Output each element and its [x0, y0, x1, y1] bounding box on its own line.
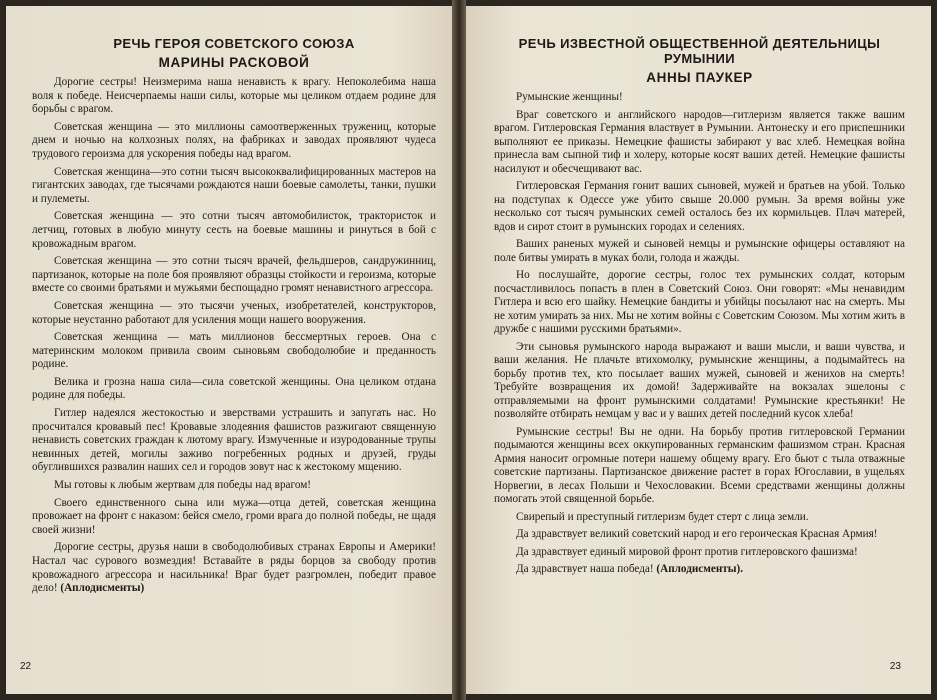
right-page: [460, 6, 931, 694]
paragraph: Но послушайте, дорогие сестры, голос тех румынских солдат, которым посчастливилось попасть в плен в Советский Союз. Они говорят: «Мы ненавидим Гитлера и всю его шайку. Немецкие бандиты и убийцы посылают нас на смерть. Мы не хотим умирать за них. Мы не хотим войны с Советским Союзом. Мы хотим жить в дружбе с нашими русскими братьями».: [494, 269, 905, 335]
paragraph: Гитлеровская Германия гонит ваших сыновей, мужей и братьев на убой. Только на подступах к Одессе уже убито свыше 20.000 румын. За время войны уже несколько сот тысяч румынских семей осталось без их кормильцев. Плач матерей, вдов и сирот стоит в румынских городах и селениях.: [494, 180, 905, 233]
paragraph-text: Дорогие сестры, друзья наши в свободолюбивых странах Европы и Америки! Настал час сурового возмездия! Вставайте в ряды борцов за свободу против кровожадного агрессора и насильника! Враг будет разгромлен, победит правое дело!: [32, 541, 436, 595]
paragraph: Гитлер надеялся жестокостью и зверствами устрашить и запугать нас. Но просчитался кровавый пес! Кровавые злодеяния фашистов разжигают священную ненависть советских граждан к лютому врагу. Измученные и изуродованные трупы невинных детей, могилы заживо погребенных родных и друзей, груды обуглившихся развалин наших сел и городов зовут нас к жестокому мщению.: [32, 407, 436, 474]
paragraph: Румынские женщины!: [516, 91, 623, 103]
paragraph: Враг советского и английского народов—гитлеризм является также вашим врагом. Гитлеровская Германия властвует в Румынии. Антонеску и его приспешники выполняют ее приказы. Немецкие фашисты забирают у вас хлеб. Немецкая война принесла вам сыпной тиф и холеру, которые косят ваших детей. Немецкие фашисты насилуют и обесчещивают вас.: [494, 108, 905, 175]
left-page: [6, 6, 458, 694]
page-number: 23: [889, 661, 901, 672]
paragraph: Велика и грозна наша сила—сила советской женщины. Она целиком отдана родине для победы.: [32, 375, 436, 402]
paragraph: Дорогие сестры! Неизмерима наша ненависть к врагу. Непоколебима наша воля к победе. Неисчерпаемы наши силы, которые мы целиком отдаем родине для борьбы с врагом.: [32, 76, 436, 116]
paragraph-text: Да здравствует наша победа!: [516, 563, 654, 575]
paragraph: Своего единственного сына или мужа—отца детей, советская женщина провожает на фронт с наказом: бейся смело, громи врага до полной победы, не щадя своей жизни!: [32, 496, 436, 536]
paragraph: Советская женщина — это миллионы самоотверженных тружениц, которые днем и ночью на колхозных полях, на фабриках и заводах проявляют чудеса трудового героизма для ускорения победы над врагом.: [32, 120, 436, 160]
applause-note: (Аплодисменты): [60, 582, 145, 595]
paragraph: Советская женщина—это сотни тысяч высококвалифицированных мастеров на гигантских заводах, где тысячами рождаются наши боевые самолеты, танки, пушки и пулеметы.: [32, 165, 436, 205]
left-subheading: МАРИНЫ РАСКОВОЙ: [158, 55, 310, 70]
applause-note: (Аплодисменты).: [656, 563, 744, 575]
left-heading: РЕЧЬ ГЕРОЯ СОВЕТСКОГО СОЮЗА: [113, 36, 355, 51]
book-gutter: [452, 0, 466, 700]
paragraph: Советская женщина — это тысячи ученых, изобретателей, конструкторов, которые неустанно работают для усиления мощи нашего вооружения.: [32, 299, 436, 326]
paragraph: Свирепый и преступный гитлеризм будет стерт с лица земли.: [516, 510, 809, 523]
paragraph: Румынские сестры! Вы не одни. На борьбу против гитлеровской Германии подымаются женщины всех оккупированных германским фашизмом стран. Красная Армия наносит огромные потери нашему общему врагу. Его бьют с тыла отважные советские партизаны. Партизанское движение растет в горах Югославии, в ущельях Норвегии, в лесах Польши и Чехословакии. Всеми средствами женщины должны помогать этой священной борьбе.: [494, 425, 905, 505]
paragraph: Советская женщина — это сотни тысяч автомобилисток, трактористок и летчиц, готовых в любую минуту сесть на боевые машины и ринуться в бой с кровожадным врагом.: [32, 210, 436, 250]
paragraph: Да здравствует единый мировой фронт против гитлеровского фашизма!: [516, 545, 858, 558]
final-paragraph: [494, 563, 905, 577]
page-number: 22: [20, 661, 32, 672]
paragraph: Мы готовы к любым жертвам для победы над врагом!: [54, 479, 312, 492]
paragraph: Советская женщина — мать миллионов бессмертных героев. Она с материнским молоком привила своим сыновьям свободолюбие и преданность родине.: [32, 331, 436, 371]
right-heading: РЕЧЬ ИЗВЕСТНОЙ ОБЩЕСТВЕННОЙ ДЕЯТЕЛЬНИЦЫ РУМЫНИИ: [518, 36, 881, 66]
paragraph: Эти сыновья румынского народа выражают и ваши мысли, и ваши чувства, и ваши желания. Не плачьте втихомолку, румынские женщины, а подымайтесь на борьбу против тех, кто посылает ваших мужей, сыновей и женихов на смерть! Требуйте возвращения их домой! Задерживайте на вокзалах эшелоны с отправляемыми на фронт румынскими солдатами! Румынские крестьянки! Не позволяйте отбирать немцам у вас и у ваших детей последний кусок хлеба!: [494, 340, 905, 420]
right-subheading: АННЫ ПАУКЕР: [646, 70, 753, 85]
paragraph: Советская женщина — это сотни тысяч врачей, фельдшеров, сандружинниц, партизанок, которые на поле боя проявляют образцы стойкости и героизма, которые вместе со своими братьями и мужьями беспощадно громят ненавистного агрессора.: [32, 255, 436, 295]
final-paragraph: [32, 541, 436, 595]
paragraph: Да здравствует великий советский народ и его героическая Красная Армия!: [516, 528, 878, 540]
paragraph: Ваших раненых мужей и сыновей немцы и румынские офицеры оставляют на поле битвы умирать в муках боли, голода и жажды.: [494, 238, 905, 264]
